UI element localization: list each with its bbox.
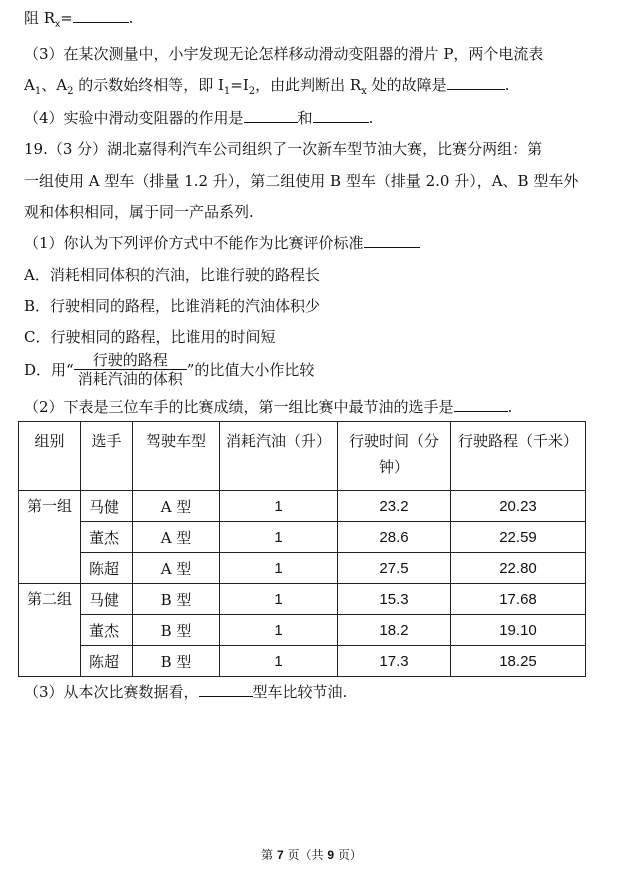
answer-blank[interactable] — [313, 108, 369, 123]
time-cell: 18.2 — [338, 615, 451, 646]
question-19-line-1: 19.（3 分）湖北嘉得利汽车公司组织了一次新车型节油大赛，比赛分两组：第 — [24, 140, 543, 158]
table-row — [19, 646, 586, 677]
fuel-cell: 1 — [220, 491, 338, 522]
header-car-type: 驾驶车型 — [133, 422, 220, 491]
car-cell: A 型 — [133, 522, 220, 553]
fuel-cell: 1 — [220, 646, 338, 677]
subscript: x — [55, 19, 61, 30]
question-19-line-2: 一组使用 A 型车（排量 1.2 升），第二组使用 B 型车（排量 2.0 升），A、B 型车外 — [24, 172, 579, 190]
page-footer — [0, 846, 623, 863]
header-time: 行驶时间（分钟） — [338, 422, 451, 491]
time-cell: 17.3 — [338, 646, 451, 677]
subscript: 1 — [223, 86, 231, 97]
distance-cell: 22.80 — [451, 553, 586, 584]
distance-cell: 22.59 — [451, 522, 586, 553]
answer-blank[interactable] — [73, 8, 129, 23]
group-cell: 第一组 — [19, 491, 81, 584]
text: A — [24, 76, 35, 94]
car-cell: A 型 — [133, 491, 220, 522]
text: = — [60, 9, 73, 27]
answer-blank[interactable] — [454, 397, 508, 412]
header-distance: 行驶路程（千米） — [451, 422, 586, 491]
time-cell: 28.6 — [338, 522, 451, 553]
text: 、A — [41, 76, 68, 94]
fuel-cell: 1 — [220, 615, 338, 646]
header-driver: 选手 — [81, 422, 133, 491]
sub-question-1 — [24, 233, 420, 253]
subscript: 1 — [34, 86, 42, 97]
car-cell: B 型 — [133, 584, 220, 615]
resistance-answer-line — [24, 8, 133, 35]
option-d — [24, 352, 314, 390]
fuel-cell: 1 — [220, 553, 338, 584]
question-3-line: （3）在某次测量中，小宇发现无论怎样移动滑动变阻器的滑片 P，两个电流表 — [24, 45, 544, 63]
answer-blank[interactable] — [244, 108, 298, 123]
text: （1）你认为下列评价方式中不能作为比赛评价标准 — [24, 234, 364, 252]
answer-blank[interactable] — [447, 75, 505, 90]
header-group: 组别 — [19, 422, 81, 491]
driver-cell: 马健 — [81, 584, 133, 615]
question-4-line — [24, 108, 373, 128]
page-total: 9 — [327, 848, 334, 862]
text: 第 — [261, 848, 277, 862]
page-number: 7 — [276, 848, 284, 862]
header-fuel: 消耗汽油（升） — [220, 422, 338, 491]
option-c: C．行驶相同的路程，比谁用的时间短 — [24, 328, 276, 346]
group-cell: 第二组 — [19, 584, 81, 677]
car-cell: A 型 — [133, 553, 220, 584]
subscript: 2 — [248, 86, 256, 97]
driver-cell: 董杰 — [81, 522, 133, 553]
driver-cell: 陈超 — [81, 553, 133, 584]
text: ”的比值大小作比较 — [186, 361, 315, 379]
text: 的示数始终相等，即 I — [73, 76, 224, 94]
time-cell: 23.2 — [338, 491, 451, 522]
text: =I — [230, 76, 249, 94]
table-row — [19, 491, 586, 522]
table-row — [19, 553, 586, 584]
time-cell: 27.5 — [338, 553, 451, 584]
ratio-fraction — [74, 351, 187, 388]
fraction-denominator: 消耗汽油的体积 — [77, 369, 183, 388]
subscript: x — [361, 86, 367, 97]
table-header-row — [19, 422, 586, 491]
option-b: B．行驶相同的路程，比谁消耗的汽油体积少 — [24, 297, 321, 315]
distance-cell: 20.23 — [451, 491, 586, 522]
fuel-cell: 1 — [220, 522, 338, 553]
text: 页（共 — [283, 848, 328, 862]
text: D．用“ — [24, 361, 74, 379]
table-row — [19, 615, 586, 646]
fraction-numerator: 行驶的路程 — [74, 351, 187, 370]
question-19-line-3: 观和体积相同，属于同一产品系列. — [24, 203, 254, 221]
text: 处的故障是 — [366, 76, 447, 94]
time-cell: 15.3 — [338, 584, 451, 615]
option-a: A．消耗相同体积的汽油，比谁行驶的路程长 — [24, 266, 320, 284]
subscript: 2 — [67, 86, 74, 97]
car-cell: B 型 — [133, 646, 220, 677]
text: 页） — [334, 848, 362, 862]
distance-cell: 17.68 — [451, 584, 586, 615]
results-table — [18, 421, 586, 677]
text: 和 — [297, 109, 313, 127]
car-cell: B 型 — [133, 615, 220, 646]
answer-blank[interactable] — [199, 682, 253, 697]
text: （3）从本次比赛数据看， — [24, 683, 199, 701]
text: ，由此判断出 R — [255, 76, 362, 94]
sub-question-2 — [24, 397, 512, 417]
table-row — [19, 522, 586, 553]
fuel-cell: 1 — [220, 584, 338, 615]
text: （4）实验中滑动变阻器的作用是 — [24, 109, 244, 127]
text: . — [507, 398, 513, 416]
driver-cell: 董杰 — [81, 615, 133, 646]
text: （2）下表是三位车手的比赛成绩，第一组比赛中最节油的选手是 — [24, 398, 454, 416]
distance-cell: 19.10 — [451, 615, 586, 646]
table-row — [19, 584, 586, 615]
sub-question-3 — [24, 682, 347, 702]
text: . — [504, 76, 510, 94]
text: 阻 R — [24, 9, 56, 27]
text: . — [128, 9, 134, 27]
distance-cell: 18.25 — [451, 646, 586, 677]
question-3-line-2 — [24, 75, 509, 102]
answer-blank[interactable] — [364, 233, 420, 248]
text: 型车比较节油. — [252, 683, 348, 701]
text: . — [368, 109, 374, 127]
driver-cell: 马健 — [81, 491, 133, 522]
driver-cell: 陈超 — [81, 646, 133, 677]
